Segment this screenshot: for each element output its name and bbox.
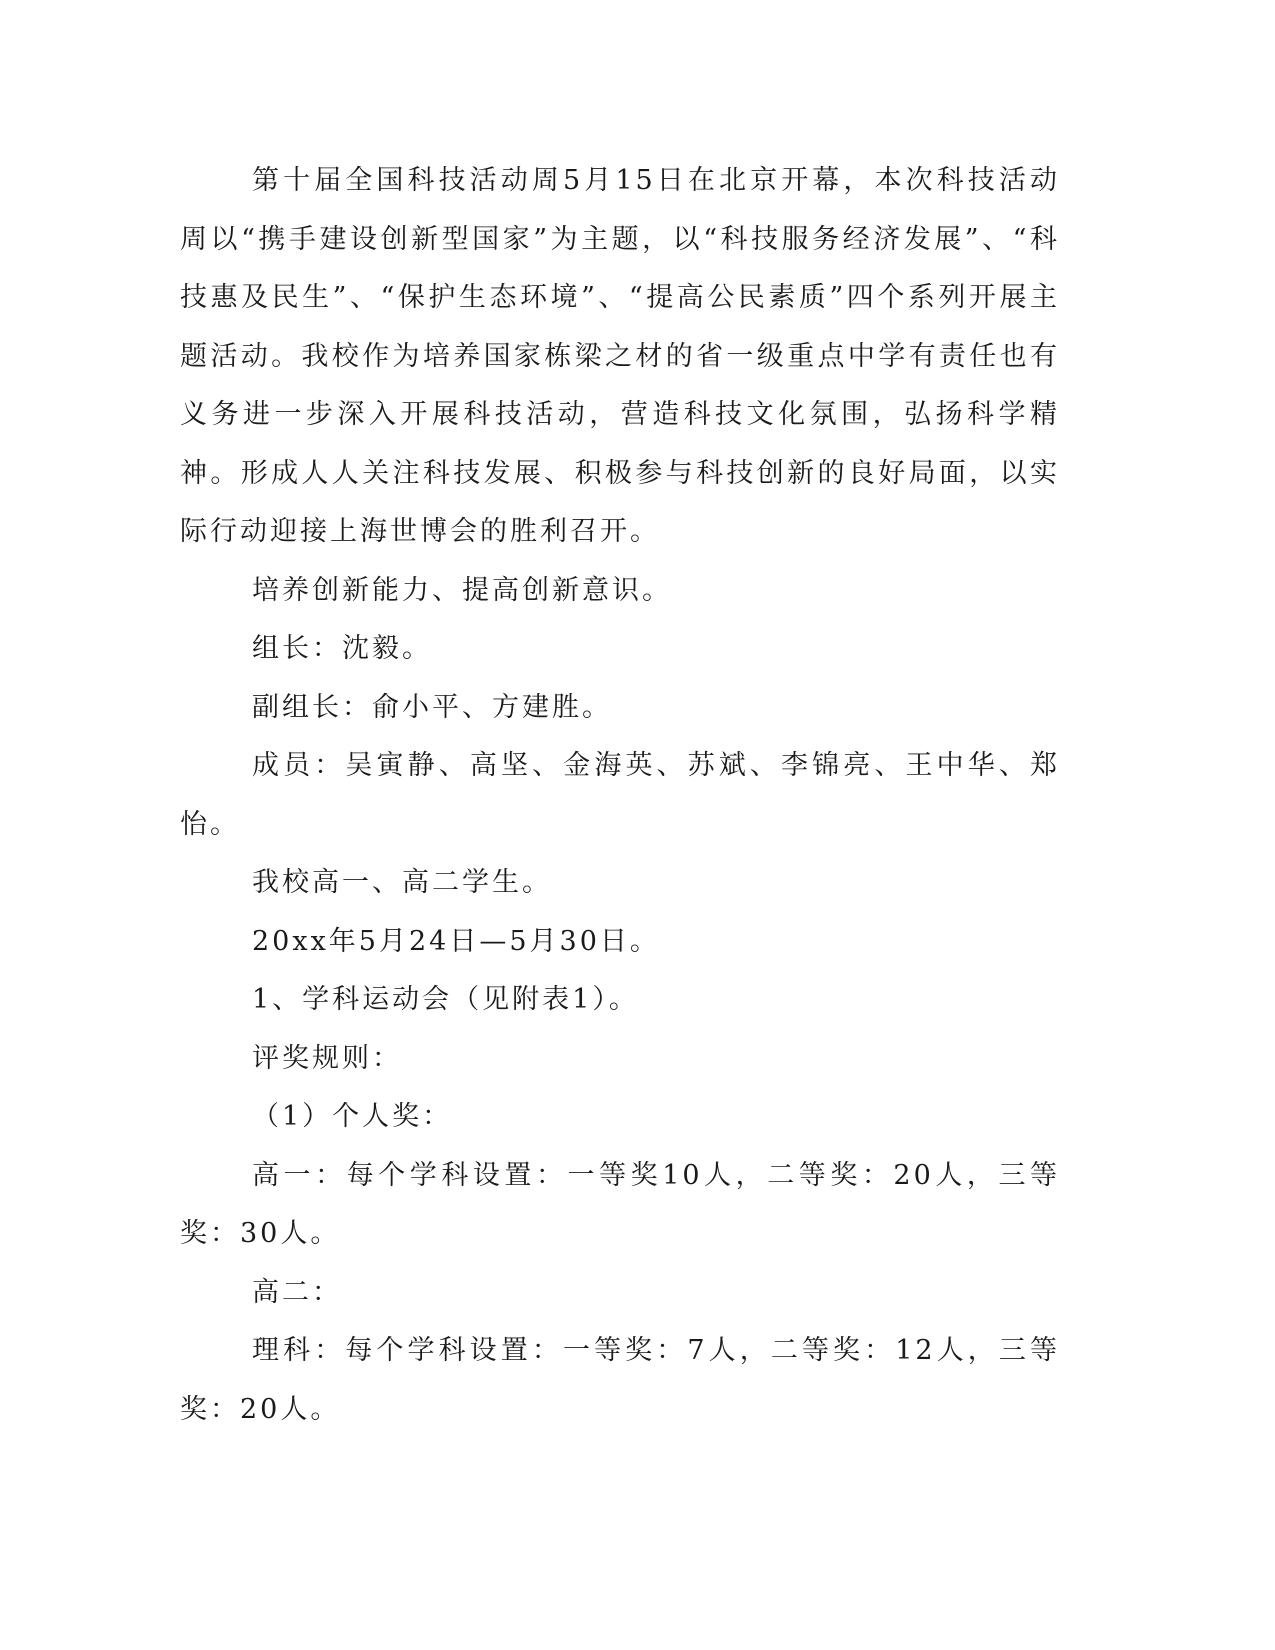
- document-body: [180, 152, 1060, 1439]
- paragraph-science-awards: 理科：每个学科设置：一等奖：7人，二等奖：12人，三等奖：20人。: [180, 1335, 1060, 1425]
- paragraph-goal: 培养创新能力、提高创新意识。: [252, 574, 672, 606]
- paragraph-date: 20xx年5月24日—5月30日。: [252, 925, 660, 957]
- paragraph-item-1: 1、学科运动会（见附表1）。: [252, 984, 639, 1015]
- paragraph-individual-award: （1）个人奖：: [252, 1101, 453, 1132]
- paragraph-leader: 组长：沈毅。: [252, 633, 432, 664]
- paragraph-grade-1-awards: 高一：每个学科设置：一等奖10人，二等奖：20人，三等奖：30人。: [180, 1159, 1060, 1249]
- paragraph-grade-2: 高二：: [252, 1276, 342, 1308]
- paragraph-intro: 第十届全国科技活动周5月15日在北京开幕，本次科技活动周以“携手建设创新型国家”为主题，以“科技服务经济发展”、“科技惠及民生”、“保护生态环境”、“提高公民素质”四个系列开展主题活动。我校作为培养国家栋梁之材的省一级重点中学有责任也有义务进一步深入开展科技活动，营造科技文化氛围，弘扬科学精神。形成人人关注科技发展、积极参与科技创新的良好局面，以实际行动迎接上海世博会的胜利召开。: [180, 165, 1060, 547]
- paragraph-rules-heading: 评奖规则：: [252, 1042, 402, 1074]
- paragraph-members: 成员：吴寅静、高坚、金海英、苏斌、李锦亮、王中华、郑怡。: [180, 750, 1060, 840]
- paragraph-participants: 我校高一、高二学生。: [252, 867, 552, 898]
- paragraph-deputy-leader: 副组长：俞小平、方建胜。: [252, 691, 612, 723]
